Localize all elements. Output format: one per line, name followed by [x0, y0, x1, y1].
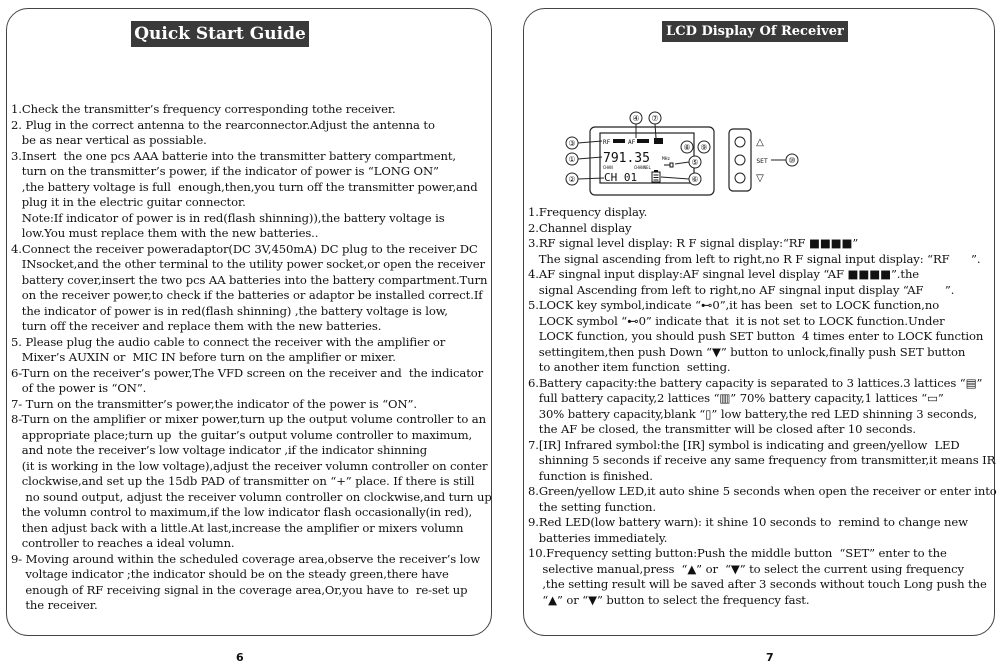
- callout-1: ①: [568, 155, 576, 164]
- text-line: 5. Please plug the audio cable to connect the receiver with the amplifier or: [11, 334, 446, 349]
- text-line: 9.Red LED(low battery warn): it shine 10 seconds to remind to change new: [528, 515, 968, 529]
- text-line: 3.Insert the one pcs AAA batterie into the transmitter battery compartment,: [11, 148, 456, 163]
- text-line: on the receiver power,to check if the batteries or adaptor be installed correct.If: [11, 288, 483, 302]
- text-line: “▲” or “▼” button to select the frequency fast.: [528, 592, 810, 607]
- text-line: LOCK function, you should push SET button 4 times enter to LOCK function: [528, 329, 984, 343]
- text-line: 6.Battery capacity:the battery capacity is separated to 3 lattices.3 lattices “▤”: [528, 375, 983, 390]
- lcd-channel-word: CHANNEL: [634, 165, 651, 170]
- text-line: INsocket,and the other terminal to the utility power socket,or open the receiver: [11, 257, 485, 271]
- text-line: the setting function.: [528, 499, 656, 514]
- text-line: 3.RF signal level display: R F signal display:“RF ■■■■”: [528, 236, 859, 250]
- text-line: turn off the receiver and replace them with the new batteries.: [11, 319, 382, 333]
- text-line: 7- Turn on the transmitter’s power,the indicator of the power is “ON”.: [11, 396, 417, 411]
- text-line: Mixer’s AUXIN or MIC IN before turn on the amplifier or mixer.: [11, 350, 396, 364]
- text-line: plug it in the electric guitar connector.: [11, 195, 246, 209]
- text-line: of the power is “ON”.: [11, 381, 147, 395]
- lcd-diagram: [524, 9, 996, 209]
- text-line: selective manual,press “▲” or “▼” to select the current using frequency: [528, 561, 965, 576]
- text-line: 5.LOCK key symbol,indicate “⊷0”,it has been set to LOCK function,no: [528, 298, 940, 312]
- lcd-description-text: [528, 205, 997, 608]
- button-panel: [729, 129, 751, 191]
- text-line: 1.Frequency display.: [528, 205, 648, 219]
- lcd-small-left: CHAN: [603, 165, 613, 170]
- text-line: and note the receiver’s low voltage indicator ,if the indicator shinning: [11, 443, 428, 457]
- callout-9: ⑨: [700, 143, 708, 152]
- callout-7: ⑦: [651, 114, 659, 123]
- text-line: batteries immediately.: [528, 530, 668, 545]
- text-line: 10.Frequency setting button:Push the middle button “SET” enter to the: [528, 546, 947, 560]
- text-line: voltage indicator ;the indicator should be on the steady green,there have: [11, 567, 449, 581]
- lcd-freq-unit: MHz: [662, 157, 671, 162]
- callout-10: ⑩: [788, 156, 796, 165]
- callout-5: ⑤: [691, 158, 699, 167]
- text-line: low.You must replace them with the new batteries..: [11, 226, 319, 240]
- text-line: ,the battery voltage is full enough,then,you turn off the transmitter power,and: [11, 179, 478, 194]
- text-line: battery cover,insert the two pcs AA batteries into the battery compartment.Turn: [11, 272, 488, 287]
- text-line: enough of RF receiving signal in the coverage area,Or,you have to re-set up: [11, 582, 468, 597]
- text-line: 1.Check the transmitter’s frequency corresponding tothe receiver.: [11, 102, 396, 116]
- lcd-af-label: AF: [628, 139, 636, 146]
- page-number-left: 6: [236, 651, 244, 664]
- up-arrow-icon: △: [756, 137, 764, 148]
- text-line: The signal ascending from left to right,no R F signal input display: “RF ”.: [528, 251, 981, 266]
- rf-bars: [613, 139, 625, 143]
- text-line: 9- Moving around within the scheduled coverage area,observe the receiver’s low: [11, 551, 481, 566]
- text-line: settingitem,then push Down “▼” button to unlock,finally push SET button: [528, 344, 966, 359]
- text-line: signal Ascending from left to right,no AF singnal input display “AF ”.: [528, 282, 955, 297]
- set-label: SET: [756, 158, 768, 165]
- callout-8: ⑧: [683, 143, 691, 152]
- text-line: 6-Turn on the receiver’s power,The VFD screen on the receiver and the indicator: [11, 365, 484, 380]
- text-line: be as near vertical as possiable.: [11, 133, 207, 147]
- text-line: shinning 5 seconds if receive any same frequency from transmitter,it means IR: [528, 453, 996, 467]
- text-line: 8.Green/yellow LED,it auto shine 5 seconds when open the receiver or enter into: [528, 484, 997, 498]
- up-button[interactable]: [735, 137, 745, 147]
- lcd-frequency: 791.35: [603, 151, 650, 166]
- text-line: 4.AF singnal input display:AF singnal level display “AF ■■■■”.the: [528, 267, 920, 281]
- text-line: clockwise,and set up the 15db PAD of transmitter on “+” place. If there is still: [11, 474, 475, 488]
- callout-2: ②: [568, 175, 576, 184]
- quick-start-title: Quick Start Guide: [131, 21, 309, 47]
- text-line: appropriate place;turn up the guitar’s output volume controller to maximum,: [11, 427, 473, 442]
- af-bars: [637, 139, 649, 143]
- text-line: the indicator of power is in red(flash shinning) ,the battery voltage is low,: [11, 303, 448, 318]
- text-line: 2. Plug in the correct antenna to the rearconnector.Adjust the antenna to: [11, 117, 435, 132]
- text-line: the receiver.: [11, 598, 98, 612]
- text-line: to another item function setting.: [528, 360, 731, 374]
- text-line: the volumn control to maximum,if the low indicator flash occasionally(in red),: [11, 505, 473, 519]
- text-line: then adjust back with a little.At last,increase the amplifier or mixers volumn: [11, 520, 464, 535]
- text-line: 2.Channel display: [528, 220, 632, 235]
- text-line: 4.Connect the receiver poweradaptor(DC 3V,450mA) DC plug to the receiver DC: [11, 241, 478, 256]
- right-page: [523, 8, 995, 636]
- page-number-right: 7: [766, 651, 774, 664]
- text-line: controller to reaches a ideal volumn.: [11, 536, 235, 550]
- text-line: LOCK symbol “⊷0” indicate that it is not set to LOCK function.Under: [528, 313, 945, 328]
- callout-3: ③: [568, 139, 576, 148]
- text-line: 7.[IR] Infrared symbol:the [IR] symbol is indicating and green/yellow LED: [528, 437, 960, 452]
- text-line: Note:If indicator of power is in red(flash shinning)),the battery voltage is: [11, 210, 445, 225]
- down-button[interactable]: [735, 173, 745, 183]
- callout-4: ④: [632, 114, 640, 123]
- text-line: full battery capacity,2 lattices “▥” 70% battery capacity,1 lattices “▭”: [528, 391, 944, 405]
- set-button[interactable]: [735, 155, 745, 165]
- text-line: (it is working in the low voltage),adjust the receiver volumn controller on conter: [11, 458, 488, 473]
- text-line: 30% battery capacity,blank “▯” low battery,the red LED shinning 3 seconds,: [528, 406, 978, 421]
- callout-6: ⑥: [691, 175, 699, 184]
- text-line: 8-Turn on the amplifier or mixer power,turn up the output volume controller to an: [11, 412, 486, 426]
- lcd-channel: CH 01: [604, 171, 638, 184]
- lcd-display-title: LCD Display Of Receiver: [662, 21, 848, 42]
- lcd-rf-label: RF: [603, 139, 611, 146]
- text-line: function is finished.: [528, 468, 653, 483]
- text-line: turn on the transmitter’s power, if the indicator of power is “LONG ON”: [11, 164, 439, 178]
- left-page: [6, 8, 492, 636]
- text-line: ,the setting result will be saved after 3 seconds without touch Long push the: [528, 577, 987, 591]
- ir-symbol-icon: [654, 138, 663, 144]
- quick-start-text: [11, 102, 492, 614]
- down-arrow-icon: ▽: [756, 173, 764, 184]
- text-line: no sound output, adjust the receiver volumn controller on clockwise,and turn up: [11, 489, 492, 504]
- text-line: the AF be closed, the transmitter will be closed after 10 seconds.: [528, 422, 916, 436]
